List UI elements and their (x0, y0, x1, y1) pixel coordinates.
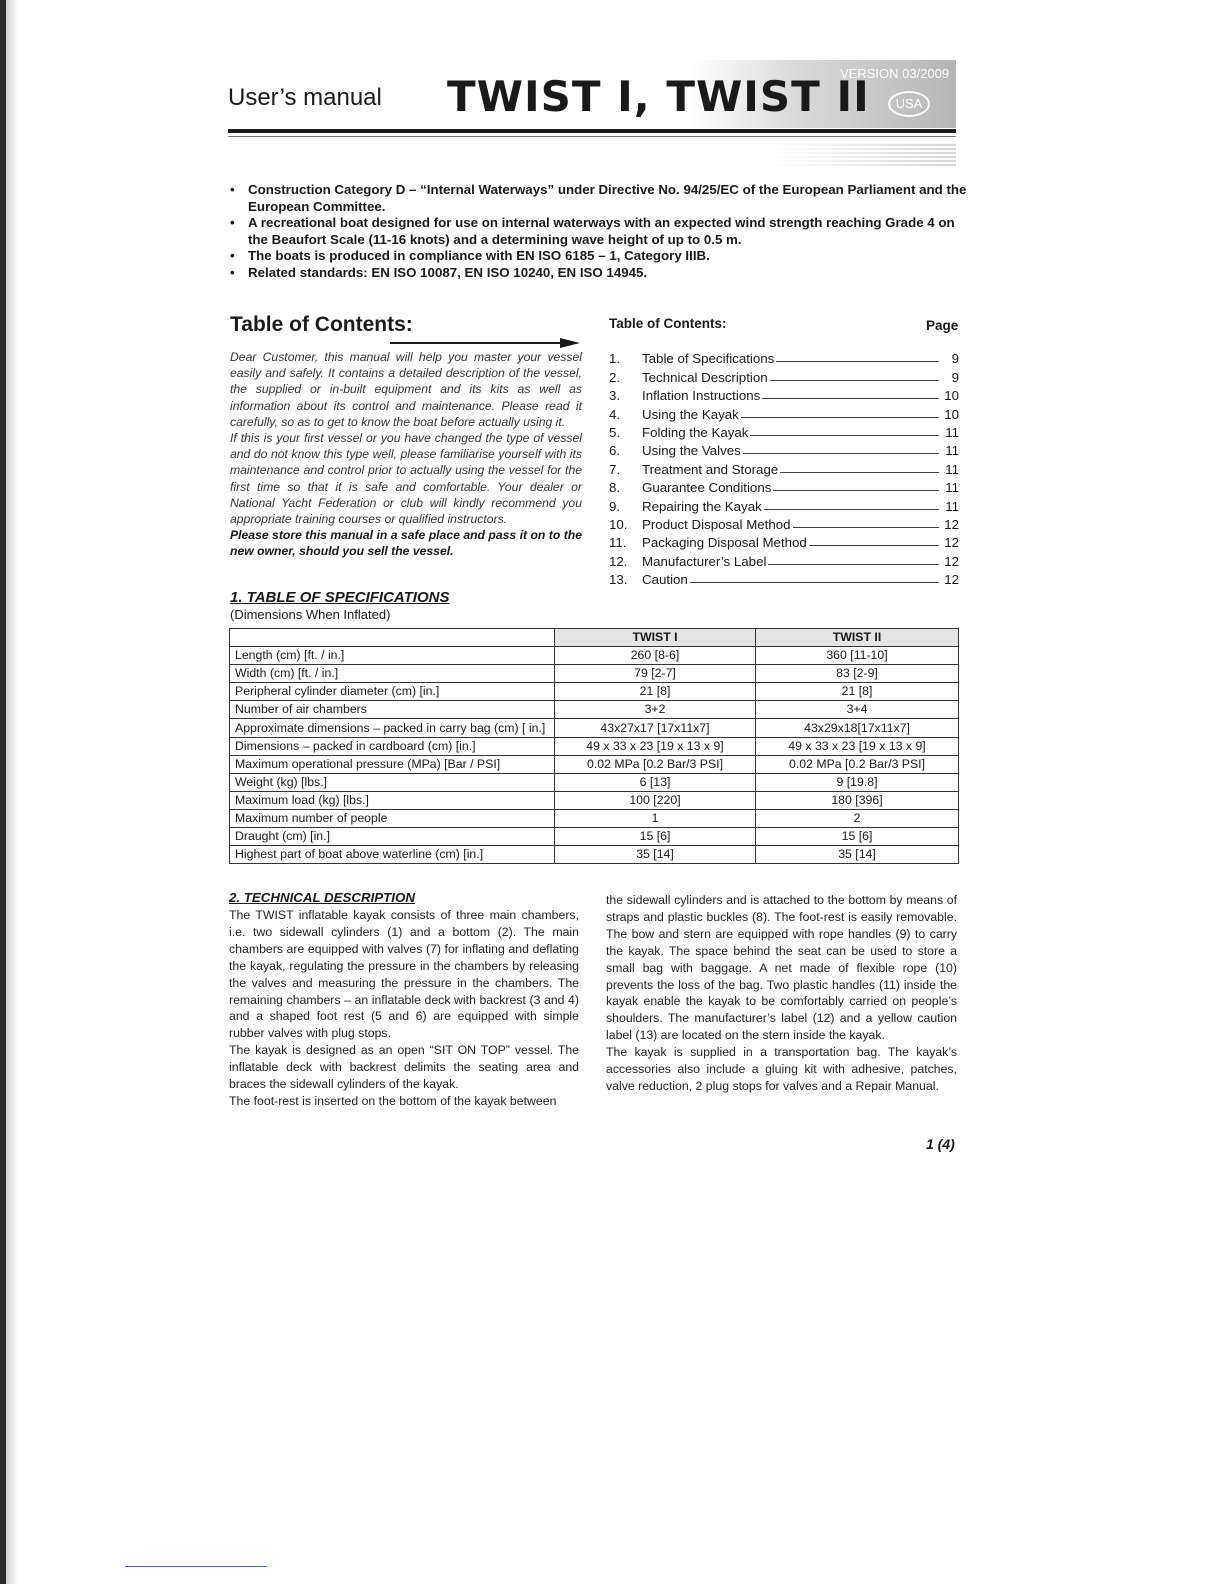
spec-label: Length (cm) [ft. / in.] (230, 647, 555, 665)
toc-leader (741, 417, 939, 418)
toc-item-number: 5. (609, 424, 621, 440)
spec-label: Width (cm) [ft. / in.] (230, 665, 555, 683)
spec-label: Approximate dimensions – packed in carry bag (cm) [ in.] (230, 719, 555, 737)
scan-shadow (6, 0, 18, 1584)
specs-header-blank (230, 629, 555, 647)
specs-header-row (230, 629, 959, 647)
toc-item-title: Treatment and Storage (642, 461, 779, 477)
spec-value-twist-ii: 2 (756, 809, 959, 827)
toc-item-page: 10 (944, 406, 959, 422)
table-row (230, 846, 959, 864)
toc-leader (793, 527, 939, 528)
toc-item (609, 385, 959, 403)
spec-value-twist-ii: 15 [6] (756, 828, 959, 846)
spec-value-twist-i: 49 x 33 x 23 [19 x 13 x 9] (555, 737, 756, 755)
toc-item-number: 8. (609, 480, 621, 496)
tech-paragraph: The kayak is designed as an open “SIT ON TOP” vessel. The inflatable deck with backrest delimits the seating area and braces the sidewall cylinders of the kayak. (229, 1043, 579, 1092)
specs-column-twist-ii: TWIST II (756, 629, 959, 647)
toc-item-number: 11. (609, 535, 627, 551)
spec-value-twist-i: 3+2 (555, 701, 756, 719)
intro-store-note: Please store this manual in a safe place and pass it on to the new owner, should you sell the vessel. (230, 528, 582, 559)
spec-label: Highest part of boat above waterline (cm) [in.] (230, 846, 555, 864)
table-row (230, 828, 959, 846)
toc-item-number: 7. (609, 461, 621, 477)
spec-label: Draught (cm) [in.] (230, 828, 555, 846)
toc-item-title: Packaging Disposal Method (642, 535, 807, 551)
compliance-bullets (228, 182, 968, 281)
tech-heading: 2. TECHNICAL DESCRIPTION (229, 890, 415, 905)
table-row (230, 809, 959, 827)
toc-item-page: 9 (951, 369, 959, 385)
toc-item (609, 550, 959, 568)
table-row (230, 647, 959, 665)
toc-item-number: 10. (609, 516, 628, 532)
toc-item-number: 13. (609, 572, 628, 588)
spec-value-twist-i: 15 [6] (555, 828, 756, 846)
toc-item-title: Folding the Kayak (642, 424, 749, 440)
toc-item (609, 495, 959, 513)
spec-value-twist-i: 1 (555, 809, 756, 827)
toc-item (609, 477, 959, 495)
toc-item-page: 11 (945, 498, 959, 514)
spec-value-twist-i: 35 [14] (555, 846, 756, 864)
spec-value-twist-i: 100 [220] (555, 791, 756, 809)
toc-leader (770, 380, 939, 381)
toc-item-number: 12. (609, 553, 628, 569)
toc-item (609, 422, 959, 440)
toc-item (609, 348, 959, 366)
toc-leader (809, 545, 939, 546)
table-row (230, 683, 959, 701)
spec-label: Maximum number of people (230, 809, 555, 827)
toc-item (609, 440, 959, 458)
spec-value-twist-ii: 180 [396] (756, 791, 959, 809)
spec-label: Peripheral cylinder diameter (cm) [in.] (230, 683, 555, 701)
toc-item (609, 569, 959, 587)
bullet-item: • The boats is produced in compliance with EN ISO 6185 – 1, Category IIIB. (228, 248, 968, 265)
page-number: 1 (4) (926, 1136, 955, 1152)
toc-leader (690, 582, 939, 583)
toc-item (609, 403, 959, 421)
toc-item-title: Product Disposal Method (642, 516, 791, 532)
spec-label: Maximum load (kg) [lbs.] (230, 791, 555, 809)
specs-subheading: (Dimensions When Inflated) (230, 607, 391, 622)
toc-item-page: 9 (951, 351, 959, 367)
table-row (230, 737, 959, 755)
intro-paragraph: Dear Customer, this manual will help you master your vessel easily and safely. It contains a detailed description of the vessel, the supplied or in-built equipment and its kits as well as information about its control and maintenance. Please read it carefully, so as to get to know the boat before actually using it. (230, 350, 582, 429)
toc-item-page: 12 (944, 516, 959, 532)
tech-column-left (229, 907, 579, 1110)
toc-item-number: 3. (609, 388, 621, 404)
specs-body (230, 647, 959, 864)
toc-item-page: 11 (945, 424, 959, 440)
toc-list-title: Table of Contents: (609, 316, 727, 331)
spec-value-twist-ii: 0.02 MPa [0.2 Bar/3 PSI] (756, 755, 959, 773)
bullet-item: • Related standards: EN ISO 10087, EN ISO 10240, EN ISO 14945. (228, 265, 968, 282)
toc-leader (743, 453, 939, 454)
spec-value-twist-ii: 360 [11-10] (756, 647, 959, 665)
toc-item-page: 12 (944, 572, 959, 588)
toc-leader (764, 509, 939, 510)
table-row (230, 701, 959, 719)
tech-paragraph: the sidewall cylinders and is attached to the bottom by means of straps and plastic buckles (8). The foot-rest is easily removable. The bow and stern are equipped with rope handles (9) to carry the kayak. The space behind the seat can be used to store a small bag with baggage. A net made of flexible rope (10) prevents the loss of the bag. Two plastic handles (11) inside the kayak enable the kayak to be comfortably carried on people’s shoulders. The manufacturer’s label (12) and a yellow caution label (13) are located on the stern inside the kayak. (606, 893, 957, 1043)
toc-heading: Table of Contents: (230, 313, 413, 336)
table-row (230, 755, 959, 773)
arrow-icon (390, 337, 580, 349)
bullet-item: • A recreational boat designed for use on internal waterways with an expected wind strength reaching Grade 4 on the Beaufort Scale (11-16 knots) and a determining wave height of up to 0.5 m. (228, 215, 968, 248)
toc-item-page: 10 (944, 388, 959, 404)
manual-label: User’s manual (228, 84, 382, 111)
intro-paragraph: If this is your first vessel or you have changed the type of vessel and do not know this type well, please familiarise yourself with its maintenance and control prior to actually using the vessel for the first time so that it is safe and comfortable. Your dealer or National Yacht Federation or club will kindly recommend you appropriate training courses or qualified instructors. (230, 431, 582, 527)
toc-item-number: 1. (609, 351, 621, 367)
bullet-item: • Construction Category D – “Internal Waterways” under Directive No. 94/25/EC of the European Parliament and the European Committee. (228, 182, 968, 215)
toc-item-title: Technical Description (642, 369, 768, 385)
spec-value-twist-ii: 21 [8] (756, 683, 959, 701)
toc-item (609, 458, 959, 476)
specs-heading: 1. TABLE OF SPECIFICATIONS (230, 589, 450, 606)
toc-item-title: Using the Valves (642, 443, 741, 459)
toc-item-page: 11 (945, 480, 959, 496)
spec-value-twist-ii: 43x29x18[17x11x7] (756, 719, 959, 737)
spec-value-twist-i: 79 [2-7] (555, 665, 756, 683)
toc-item-title: Using the Kayak (642, 406, 739, 422)
tech-column-right (606, 892, 957, 1095)
toc-item-title: Caution (642, 572, 688, 588)
toc-item-page: 11 (945, 461, 959, 477)
toc-item-number: 9. (609, 498, 621, 514)
specs-table (229, 628, 959, 864)
spec-label: Weight (kg) [lbs.] (230, 773, 555, 791)
toc-leader (762, 398, 939, 399)
toc-item (609, 366, 959, 384)
spec-label: Maximum operational pressure (MPa) [Bar / PSI] (230, 755, 555, 773)
spec-value-twist-ii: 49 x 33 x 23 [19 x 13 x 9] (756, 737, 959, 755)
toc-list (609, 348, 959, 587)
toc-item (609, 514, 959, 532)
spec-value-twist-i: 43x27x17 [17x11x7] (555, 719, 756, 737)
scan-line (125, 1566, 267, 1567)
toc-item-title: Table of Specifications (642, 351, 775, 367)
spec-value-twist-i: 6 [13] (555, 773, 756, 791)
intro-text (230, 349, 582, 560)
header-stripes (770, 144, 956, 166)
country-badge: USA (888, 91, 930, 117)
spec-label: Dimensions – packed in cardboard (cm) [in.] (230, 737, 555, 755)
toc-leader (750, 435, 939, 436)
product-title: TWIST I, TWIST II (447, 72, 870, 121)
toc-leader (773, 490, 939, 491)
toc-leader (768, 564, 939, 565)
version-label: VERSION 03/2009 (840, 66, 950, 81)
spec-label: Number of air chambers (230, 701, 555, 719)
table-row (230, 791, 959, 809)
spec-value-twist-ii: 35 [14] (756, 846, 959, 864)
specs-column-twist-i: TWIST I (555, 629, 756, 647)
table-row (230, 719, 959, 737)
spec-value-twist-i: 0.02 MPa [0.2 Bar/3 PSI] (555, 755, 756, 773)
toc-leader (780, 472, 939, 473)
spec-value-twist-ii: 3+4 (756, 701, 959, 719)
toc-item-number: 4. (609, 406, 621, 422)
toc-item-page: 11 (945, 443, 959, 459)
header-rule-thin (228, 136, 956, 137)
toc-item-page: 12 (944, 553, 959, 569)
spec-value-twist-i: 21 [8] (555, 683, 756, 701)
toc-item-title: Manufacturer’s Label (642, 553, 767, 569)
table-row (230, 773, 959, 791)
tech-paragraph: The kayak is supplied in a transportation bag. The kayak’s accessories also include a gluing kit with adhesive, patches, valve reduction, 2 plug stops for valves and a Repair Manual. (606, 1045, 957, 1093)
spec-value-twist-ii: 9 [19.8] (756, 773, 959, 791)
toc-page-label: Page (926, 318, 959, 333)
toc-item-number: 2. (609, 369, 621, 385)
spec-value-twist-i: 260 [8-6] (555, 647, 756, 665)
header-rule (228, 129, 956, 133)
tech-paragraph: The foot-rest is inserted on the bottom of the kayak between (229, 1093, 557, 1108)
toc-item-title: Repairing the Kayak (642, 498, 762, 514)
toc-item-page: 12 (944, 535, 959, 551)
table-row (230, 665, 959, 683)
tech-paragraph: The TWIST inflatable kayak consists of three main chambers, i.e. two sidewall cylinders (1) and a bottom (2). The main chambers are equipped with valves (7) for inflating and deflating the kayak, regulating the pressure in the chambers by releasing the valves and measuring the pressure in the chambers. The remaining chambers – an inflatable deck with backrest (3 and 4) and a shaped foot rest (5 and 6) are equipped with simple rubber valves with plug stops. (229, 908, 579, 1041)
toc-leader (776, 361, 939, 362)
toc-item-title: Guarantee Conditions (642, 480, 772, 496)
toc-item-title: Inflation Instructions (642, 388, 761, 404)
toc-item-number: 6. (609, 443, 621, 459)
spec-value-twist-ii: 83 [2-9] (756, 665, 959, 683)
toc-item (609, 532, 959, 550)
